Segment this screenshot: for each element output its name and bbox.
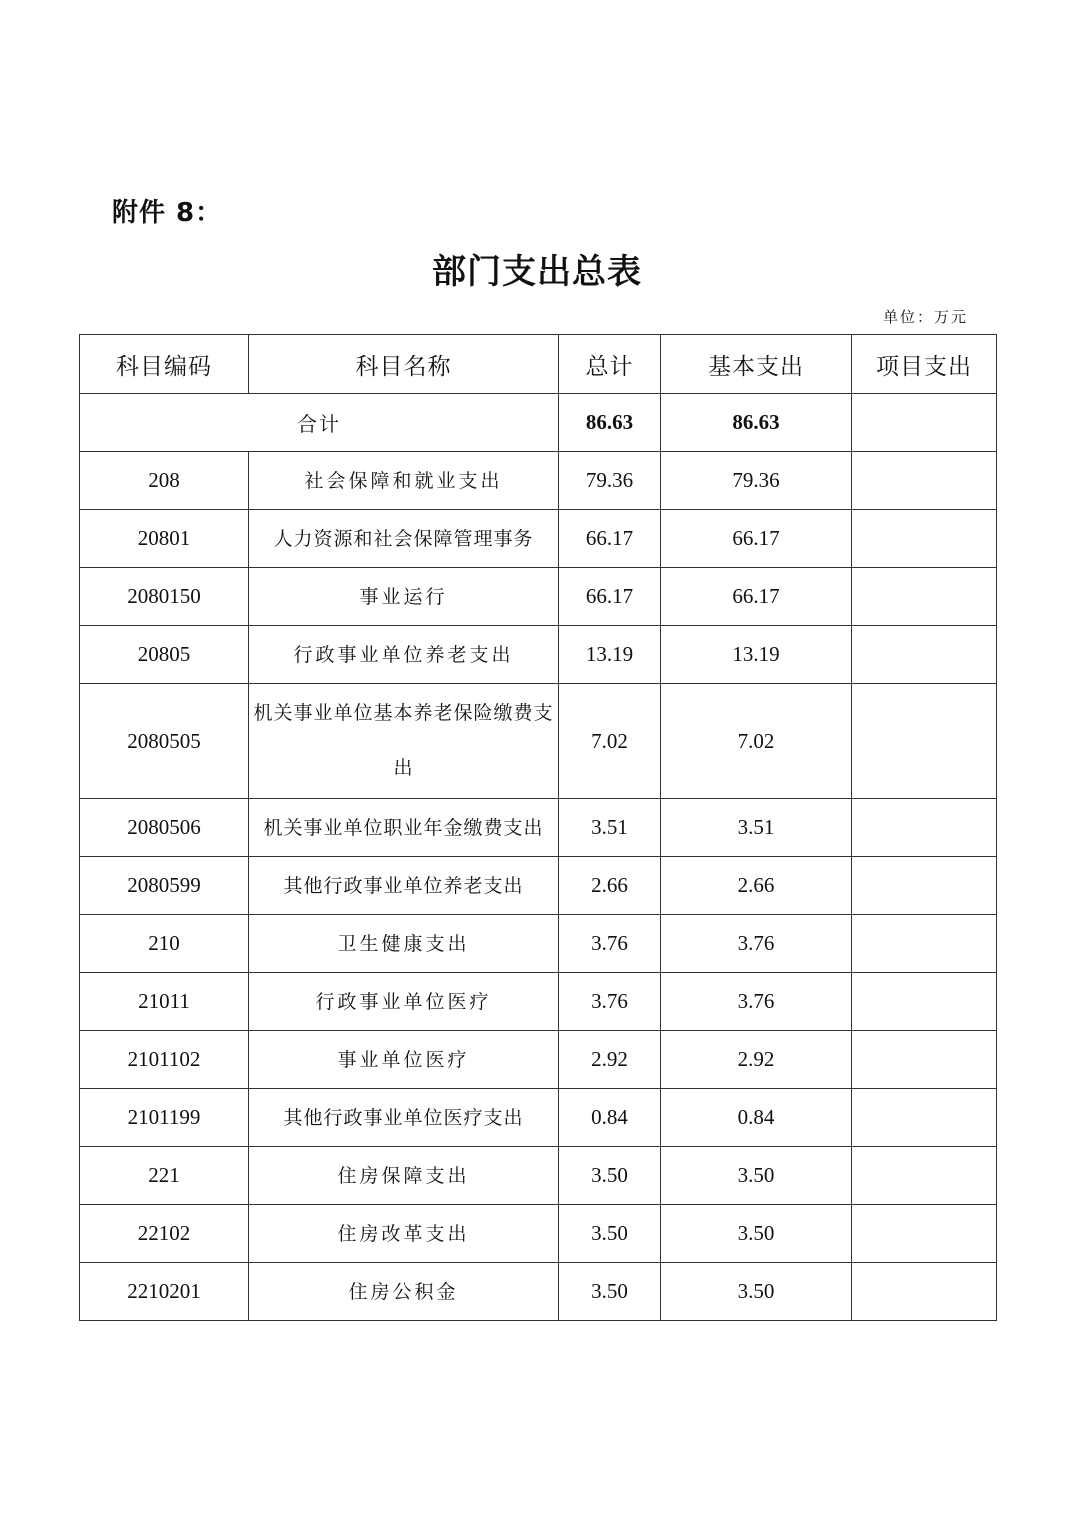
row-code: 20801 [80,510,249,568]
row-name: 行政事业单位医疗 [249,973,559,1031]
row-total: 3.50 [559,1263,661,1321]
row-basic: 3.51 [661,799,852,857]
row-total: 3.50 [559,1147,661,1205]
row-name: 其他行政事业单位养老支出 [249,857,559,915]
row-basic: 13.19 [661,626,852,684]
row-code: 2080599 [80,857,249,915]
row-project [852,857,997,915]
header-code: 科目编码 [80,335,249,394]
row-total: 13.19 [559,626,661,684]
total-project [852,394,997,452]
row-name: 其他行政事业单位医疗支出 [249,1089,559,1147]
table-row [80,857,997,915]
row-project [852,973,997,1031]
row-project [852,684,997,799]
table-row [80,510,997,568]
table-row [80,1031,997,1089]
row-code: 20805 [80,626,249,684]
row-basic: 3.50 [661,1147,852,1205]
table-row [80,1147,997,1205]
header-total: 总计 [559,335,661,394]
row-name: 事业单位医疗 [249,1031,559,1089]
row-code: 2101102 [80,1031,249,1089]
row-project [852,1263,997,1321]
row-name: 住房公积金 [249,1263,559,1321]
row-project [852,1031,997,1089]
row-basic: 79.36 [661,452,852,510]
row-total: 66.17 [559,510,661,568]
row-code: 210 [80,915,249,973]
row-code: 2080150 [80,568,249,626]
row-project [852,799,997,857]
row-project [852,1089,997,1147]
total-row [80,394,997,452]
total-label: 合计 [80,394,559,452]
row-name: 机关事业单位基本养老保险缴费支出 [249,684,559,799]
table-row [80,568,997,626]
row-code: 22102 [80,1205,249,1263]
unit-label: 单位：万元 [882,308,968,326]
row-basic: 7.02 [661,684,852,799]
row-project [852,915,997,973]
row-name: 住房改革支出 [249,1205,559,1263]
row-project [852,510,997,568]
row-basic: 3.50 [661,1263,852,1321]
table-row [80,684,997,799]
table-row [80,799,997,857]
table-row [80,1205,997,1263]
row-name: 事业运行 [249,568,559,626]
table-header-row [80,335,997,394]
row-basic: 0.84 [661,1089,852,1147]
row-total: 66.17 [559,568,661,626]
row-name: 行政事业单位养老支出 [249,626,559,684]
total-total: 86.63 [559,394,661,452]
header-project: 项目支出 [852,335,997,394]
row-basic: 2.66 [661,857,852,915]
row-name: 机关事业单位职业年金缴费支出 [249,799,559,857]
row-name: 卫生健康支出 [249,915,559,973]
expenditure-table [79,334,997,1321]
row-project [852,568,997,626]
row-code: 221 [80,1147,249,1205]
table-row [80,973,997,1031]
row-code: 208 [80,452,249,510]
row-project [852,1147,997,1205]
row-code: 2101199 [80,1089,249,1147]
total-basic: 86.63 [661,394,852,452]
row-basic: 66.17 [661,510,852,568]
row-total: 3.51 [559,799,661,857]
row-total: 2.66 [559,857,661,915]
row-project [852,626,997,684]
header-basic: 基本支出 [661,335,852,394]
row-name: 社会保障和就业支出 [249,452,559,510]
row-total: 7.02 [559,684,661,799]
row-code: 2080505 [80,684,249,799]
row-total: 2.92 [559,1031,661,1089]
page-title: 部门支出总表 [432,252,642,292]
row-project [852,452,997,510]
row-basic: 66.17 [661,568,852,626]
row-project [852,1205,997,1263]
row-total: 3.76 [559,915,661,973]
row-name: 人力资源和社会保障管理事务 [249,510,559,568]
table-row [80,1263,997,1321]
table-row [80,1089,997,1147]
row-basic: 3.76 [661,915,852,973]
table-row [80,626,997,684]
row-total: 0.84 [559,1089,661,1147]
attachment-label: 附件 8： [112,198,223,228]
row-basic: 2.92 [661,1031,852,1089]
table-row [80,452,997,510]
row-total: 79.36 [559,452,661,510]
row-code: 2210201 [80,1263,249,1321]
row-basic: 3.50 [661,1205,852,1263]
row-code: 21011 [80,973,249,1031]
table-row [80,915,997,973]
row-total: 3.76 [559,973,661,1031]
row-total: 3.50 [559,1205,661,1263]
header-name: 科目名称 [249,335,559,394]
row-basic: 3.76 [661,973,852,1031]
row-code: 2080506 [80,799,249,857]
row-name: 住房保障支出 [249,1147,559,1205]
